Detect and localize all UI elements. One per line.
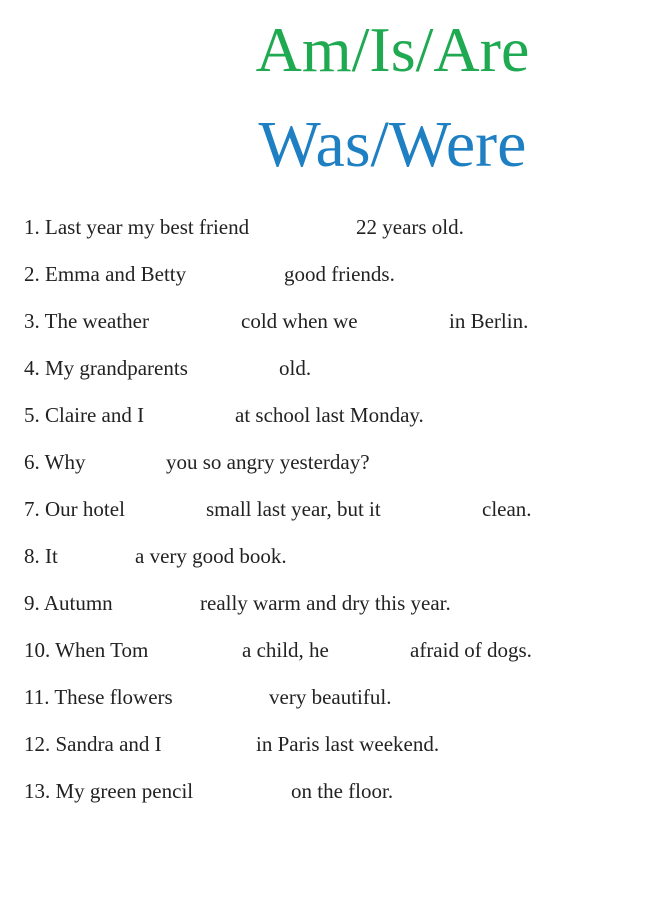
sentence-part: clean. — [482, 497, 532, 521]
sentence-part: 13. My green pencil — [24, 779, 194, 803]
exercise-item — [0, 588, 659, 618]
exercise-item — [0, 541, 659, 571]
sentence-part: 22 years old. — [356, 215, 464, 239]
exercise-item — [0, 212, 659, 242]
exercise-item — [0, 353, 659, 383]
sentence-part: 2. Emma and Betty — [24, 262, 187, 286]
sentence-part: 6. Why — [24, 450, 86, 474]
sentence-part: 12. Sandra and I — [24, 732, 162, 756]
sentence-part: 8. It — [24, 544, 58, 568]
sentence-part: good friends. — [284, 262, 395, 286]
exercise-item — [0, 494, 659, 524]
sentence-part: 7. Our hotel — [24, 497, 125, 521]
sentence-part: 3. The weather — [24, 309, 149, 333]
sentence-part: 1. Last year my best friend — [24, 215, 250, 239]
exercise-item — [0, 400, 659, 430]
sentence-part: 9. Autumn — [24, 591, 113, 615]
sentence-part: 5. Claire and I — [24, 403, 145, 427]
sentence-part: 10. When Tom — [24, 638, 149, 662]
sentence-part: at school last Monday. — [235, 403, 424, 427]
sentence-part: in Paris last weekend. — [256, 732, 440, 756]
sentence-part: on the floor. — [291, 779, 394, 803]
sentence-part: 4. My grandparents — [24, 356, 188, 380]
sentence-part: really warm and dry this year. — [200, 591, 451, 615]
exercise-item — [0, 635, 659, 665]
sentence-part: afraid of dogs. — [410, 638, 532, 662]
exercise-item — [0, 729, 659, 759]
sentence-part: small last year, but it — [206, 497, 381, 521]
exercise-item — [0, 682, 659, 712]
sentence-part: 11. These flowers — [24, 685, 173, 709]
sentence-part: a very good book. — [135, 544, 287, 568]
sentence-part: you so angry yesterday? — [166, 450, 370, 474]
exercise-item — [0, 447, 659, 477]
sentence-part: in Berlin. — [449, 309, 529, 333]
exercise-item — [0, 259, 659, 289]
exercise-item — [0, 776, 659, 806]
sentence-part: a child, he — [242, 638, 329, 662]
title-am-is-are: Am/Is/Are — [255, 14, 530, 85]
title-was-were: Was/Were — [258, 108, 527, 181]
exercise-item — [0, 306, 659, 336]
sentence-part: very beautiful. — [269, 685, 392, 709]
sentence-part: cold when we — [241, 309, 358, 333]
sentence-part: old. — [279, 356, 312, 380]
